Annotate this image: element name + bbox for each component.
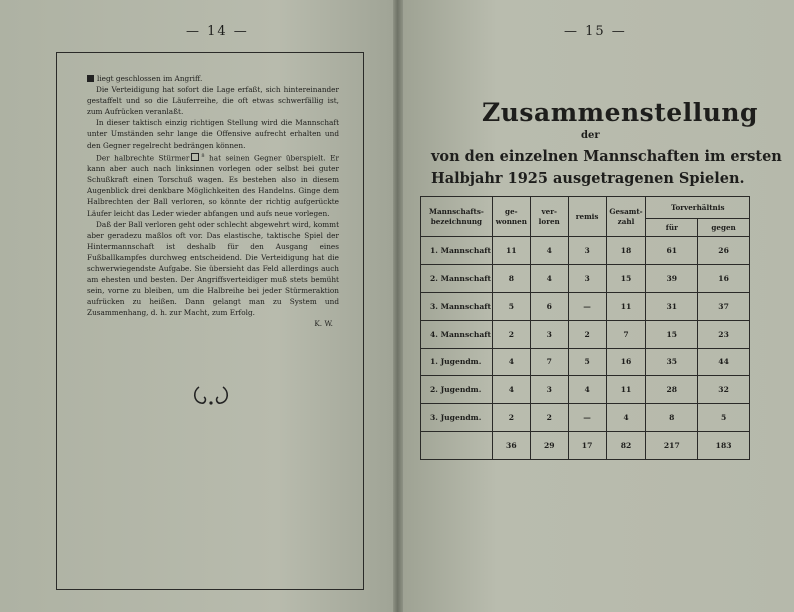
- total-cell: 4: [606, 404, 646, 432]
- total-cell: 16: [606, 348, 646, 376]
- table-row: [421, 237, 750, 265]
- goals-against-cell: 5: [698, 404, 750, 432]
- header-goals-for: für: [646, 219, 698, 237]
- paragraph-3: In dieser taktisch einzig richtigen Stellung wird die Mannschaft unter Umständen sehr lange die Offensive aufrecht erhalten und den Gegner regelrecht bedrängen können.: [87, 118, 339, 150]
- goals-for-cell: 39: [646, 264, 698, 292]
- draw-total: 17: [568, 432, 606, 460]
- total-cell: 11: [606, 292, 646, 320]
- totals-label-cell: [421, 432, 493, 460]
- totals-row: [421, 432, 750, 460]
- won-cell: 5: [492, 292, 530, 320]
- filled-square-icon: [87, 75, 94, 82]
- won-cell: 8: [492, 264, 530, 292]
- goals-against-cell: 32: [698, 376, 750, 404]
- total-cell: 15: [606, 264, 646, 292]
- draw-cell: 2: [568, 320, 606, 348]
- won-total: 36: [492, 432, 530, 460]
- team-name: 4. Mannschaft: [421, 320, 493, 348]
- page-number-left: — 14 —: [186, 24, 249, 39]
- paragraph-5: Daß der Ball verloren geht oder schlecht abgewehrt wird, kommt aber geradezu maßlos oft vor. Das elastische, taktische Spiel der Hintermannschaft ist deshalb für den Ausgang eines Fußballkampfes durchweg entscheidend. Die Verteidigung hat die schwerwiegendste Aufgabe. Sie übersieht das Feld allerdings auch am ehesten und besten. Der Angriffsverteidiger muß stets bemüht sein, vorne zu bleiben, um die Halbreihe bei jeder Stürmeraktion aufrücken zu heißen. Dann gelangt man zu System und Zusammenhang, d. h. zur Macht, zum Erfolg.: [87, 219, 339, 318]
- goals-against-cell: 44: [698, 348, 750, 376]
- table-row: [421, 404, 750, 432]
- draw-cell: 3: [568, 264, 606, 292]
- subtitle-2: von den einzelnen Mannschaften im ersten: [431, 148, 782, 165]
- page-number-right: — 15 —: [564, 24, 627, 39]
- ornament-icon: [191, 381, 231, 409]
- paragraph-4-rest: hat seinen Gegner überspielt.: [209, 153, 326, 163]
- header-team: Mannschafts- bezeichnung: [421, 197, 493, 237]
- open-square-icon: [191, 153, 199, 161]
- goals-against-cell: 26: [698, 237, 750, 265]
- article-text: [87, 73, 339, 330]
- team-name: 3. Jugendm.: [421, 404, 493, 432]
- table-row: [421, 292, 750, 320]
- goals-for-cell: 8: [646, 404, 698, 432]
- header-draw: remis: [568, 197, 606, 237]
- lost-cell: 7: [530, 348, 568, 376]
- total-cell: 7: [606, 320, 646, 348]
- header-goals: Torverhältnis: [646, 197, 750, 219]
- signature: K. W.: [314, 319, 333, 329]
- won-cell: 4: [492, 348, 530, 376]
- table-row: [421, 348, 750, 376]
- goals-for-cell: 28: [646, 376, 698, 404]
- lost-total: 29: [530, 432, 568, 460]
- results-table: [420, 196, 750, 460]
- paragraph-4-body: Er kann aber auch nach linksinnen vorlegen oder selbst bei guter Schußkraft einen Torschuß wagen. Es bestehen also in diesem Augenblick drei denkbare Möglichkeiten des Handelns. Ginge dem Halbrechten der Ball verloren, so könnte der richtig aufgerückte Läufer leicht das Leder wieder abfangen und aufs neue vorlegen.: [87, 153, 339, 218]
- paragraph-4: [87, 151, 339, 219]
- draw-cell: 3: [568, 237, 606, 265]
- table-header-row: [421, 197, 750, 219]
- won-cell: 2: [492, 320, 530, 348]
- goals-for-cell: 61: [646, 237, 698, 265]
- team-name: 1. Mannschaft: [421, 237, 493, 265]
- team-name: 1. Jugendm.: [421, 348, 493, 376]
- lost-cell: 4: [530, 237, 568, 265]
- subtitle-1: der: [581, 130, 600, 141]
- lost-cell: 6: [530, 292, 568, 320]
- table-row: [421, 264, 750, 292]
- lost-cell: 3: [530, 320, 568, 348]
- draw-cell: —: [568, 404, 606, 432]
- won-cell: 4: [492, 376, 530, 404]
- draw-cell: —: [568, 292, 606, 320]
- goals-against-cell: 16: [698, 264, 750, 292]
- page-title: Zusammenstellung: [482, 98, 759, 127]
- goals-against-cell: 37: [698, 292, 750, 320]
- header-lost: ver- loren: [530, 197, 568, 237]
- goals-for-cell: 15: [646, 320, 698, 348]
- draw-cell: 5: [568, 348, 606, 376]
- lost-cell: 3: [530, 376, 568, 404]
- goals-against-total: 183: [698, 432, 750, 460]
- total-cell: 18: [606, 237, 646, 265]
- team-name: 2. Mannschaft: [421, 264, 493, 292]
- header-won: ge- wonnen: [492, 197, 530, 237]
- lost-cell: 2: [530, 404, 568, 432]
- paragraph-2: Die Verteidigung hat sofort die Lage erfaßt, sich hintereinander gestaffelt und so die Läuferreihe, die oft etwas schwerfällig ist, zum Aufrücken veranlaßt.: [87, 85, 339, 117]
- goals-for-total: 217: [646, 432, 698, 460]
- goals-for-cell: 31: [646, 292, 698, 320]
- player-number: 8: [201, 152, 205, 159]
- goals-against-cell: 23: [698, 320, 750, 348]
- right-page: [398, 0, 794, 612]
- won-cell: 2: [492, 404, 530, 432]
- games-total: 82: [606, 432, 646, 460]
- team-name: 2. Jugendm.: [421, 376, 493, 404]
- paragraph-4-prefix: Der halbrechte Stürmer: [96, 153, 190, 163]
- table-row: [421, 320, 750, 348]
- book-gutter: [393, 0, 403, 612]
- text-frame: [56, 52, 364, 590]
- paragraph-1: liegt geschlossen im Angriff.: [97, 74, 203, 83]
- draw-cell: 4: [568, 376, 606, 404]
- lost-cell: 4: [530, 264, 568, 292]
- header-total: Gesamt- zahl: [606, 197, 646, 237]
- team-name: 3. Mannschaft: [421, 292, 493, 320]
- header-goals-against: gegen: [698, 219, 750, 237]
- table-row: [421, 376, 750, 404]
- subtitle-3: Halbjahr 1925 ausgetragenen Spielen.: [431, 170, 745, 187]
- total-cell: 11: [606, 376, 646, 404]
- goals-for-cell: 35: [646, 348, 698, 376]
- won-cell: 11: [492, 237, 530, 265]
